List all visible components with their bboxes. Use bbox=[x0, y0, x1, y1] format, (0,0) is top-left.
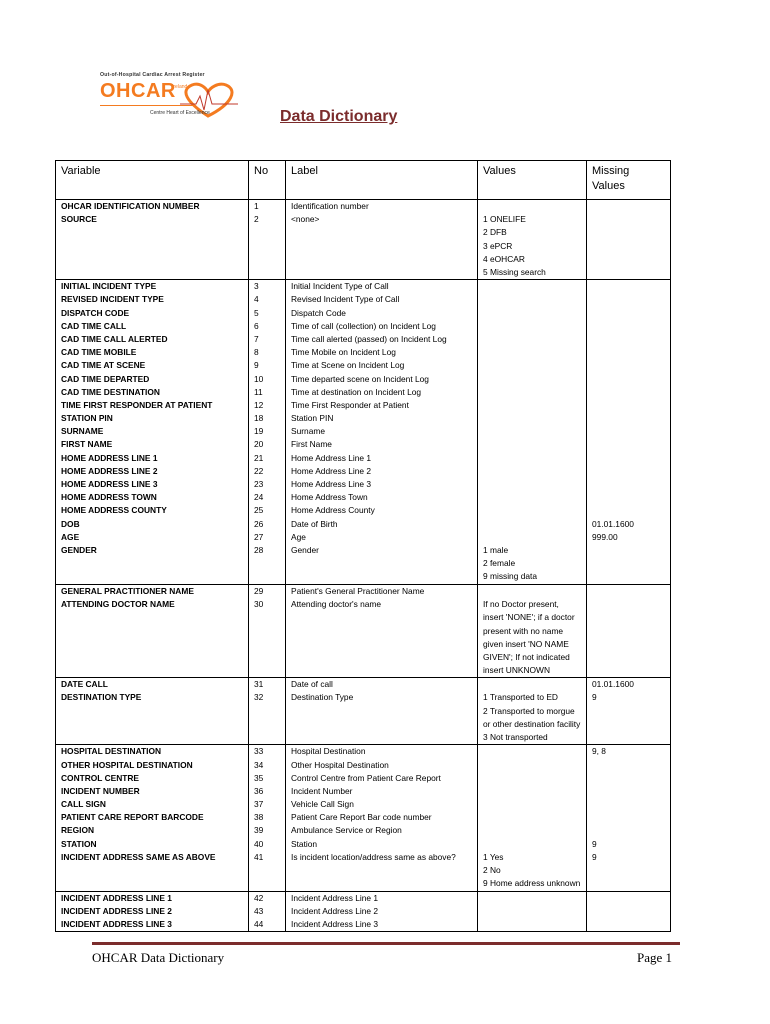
header-label: Label bbox=[286, 161, 478, 200]
missing-values-cell bbox=[587, 584, 671, 677]
values-line bbox=[483, 905, 581, 918]
label-line: Vehicle Call Sign bbox=[291, 799, 354, 810]
label-line: Other Hospital Destination bbox=[291, 759, 389, 770]
label-cell bbox=[286, 678, 478, 745]
label-line: Home Address Line 2 bbox=[291, 465, 372, 476]
missing-values-line bbox=[592, 504, 665, 517]
variable-line: CONTROL CENTRE bbox=[61, 772, 140, 783]
variable-cell bbox=[56, 678, 249, 745]
variable-line: REGION bbox=[61, 825, 95, 836]
label-line: Time at destination on Incident Log bbox=[291, 386, 422, 397]
number-cell bbox=[249, 200, 286, 280]
number-line: 23 bbox=[254, 479, 264, 489]
values-cell bbox=[478, 584, 587, 677]
missing-values-line bbox=[592, 320, 665, 333]
number-line: 37 bbox=[254, 799, 264, 810]
values-cell bbox=[478, 891, 587, 932]
variable-cell bbox=[56, 584, 249, 677]
variable-line: INCIDENT ADDRESS LINE 3 bbox=[61, 919, 172, 930]
missing-values-line bbox=[592, 544, 665, 584]
number-line: 19 bbox=[254, 426, 264, 437]
footer-title: OHCAR Data Dictionary bbox=[92, 950, 225, 965]
label-line: Time departed scene on Incident Log bbox=[291, 373, 429, 384]
variable-line: DISPATCH CODE bbox=[61, 307, 130, 318]
number-line: 30 bbox=[254, 599, 264, 610]
missing-values-line bbox=[592, 346, 665, 359]
ohcar-logo bbox=[98, 72, 243, 120]
label-line: Incident Number bbox=[291, 785, 353, 796]
label-line: Home Address Line 1 bbox=[291, 452, 372, 463]
number-line: 3 bbox=[254, 281, 259, 292]
values-line bbox=[483, 838, 581, 851]
label-cell bbox=[286, 584, 478, 677]
label-line: Incident Address Line 2 bbox=[291, 906, 379, 916]
variable-line: HOME ADDRESS COUNTY bbox=[61, 505, 167, 516]
missing-values-line bbox=[592, 412, 665, 425]
number-line: 40 bbox=[254, 838, 264, 849]
number-cell bbox=[249, 678, 286, 745]
variable-line: HOME ADDRESS LINE 1 bbox=[61, 452, 158, 463]
values-line bbox=[483, 373, 581, 386]
values-line bbox=[483, 759, 581, 772]
variable-line: FIRST NAME bbox=[61, 439, 113, 450]
label-line: Time First Responder at Patient bbox=[291, 399, 409, 410]
missing-values-line bbox=[592, 598, 665, 677]
number-line: 4 bbox=[254, 294, 259, 305]
values-line bbox=[483, 811, 581, 824]
variable-cell bbox=[56, 200, 249, 280]
variable-line: CAD TIME MOBILE bbox=[61, 347, 137, 358]
values-line bbox=[483, 307, 581, 320]
values-line bbox=[483, 745, 581, 758]
missing-values-line bbox=[592, 425, 665, 438]
values-line bbox=[483, 333, 581, 346]
variable-line: HOME ADDRESS LINE 3 bbox=[61, 479, 158, 489]
label-line: Station bbox=[291, 838, 318, 849]
header-no: No bbox=[249, 161, 286, 200]
values-line: 1 Yes 2 No 9 Home address unknown bbox=[483, 851, 581, 889]
variable-line: HOME ADDRESS LINE 2 bbox=[61, 465, 158, 476]
missing-values-line bbox=[592, 452, 665, 465]
values-line: If no Doctor present, insert 'NONE'; if a doctor present with no name given insert 'NO NAME GIVEN'; If not indicated insert UNKNOWN bbox=[483, 599, 575, 676]
missing-values-line: 01.01.1600 bbox=[592, 518, 634, 529]
missing-values-line bbox=[592, 785, 665, 798]
variable-cell bbox=[56, 280, 249, 585]
logo-brand-sup: Ireland bbox=[172, 84, 188, 90]
variable-line: STATION bbox=[61, 838, 97, 849]
values-line bbox=[483, 491, 581, 504]
values-line bbox=[483, 918, 581, 931]
number-line: 39 bbox=[254, 825, 264, 836]
label-line: Revised Incident Type of Call bbox=[291, 294, 400, 305]
variable-line: INCIDENT ADDRESS SAME AS ABOVE bbox=[61, 851, 216, 862]
number-line: 5 bbox=[254, 307, 259, 318]
number-line: 42 bbox=[254, 892, 264, 903]
missing-values-line bbox=[592, 359, 665, 372]
values-line bbox=[483, 399, 581, 412]
missing-values-line bbox=[592, 811, 665, 824]
variable-line: ATTENDING DOCTOR NAME bbox=[61, 599, 175, 610]
label-line: Control Centre from Patient Care Report bbox=[291, 772, 441, 783]
missing-values-line bbox=[592, 772, 665, 785]
number-line: 24 bbox=[254, 492, 264, 503]
number-line: 25 bbox=[254, 505, 264, 516]
missing-values-line bbox=[592, 386, 665, 399]
missing-values-line bbox=[592, 465, 665, 478]
missing-values-cell bbox=[587, 678, 671, 745]
label-line: Age bbox=[291, 531, 306, 542]
number-line: 8 bbox=[254, 347, 259, 358]
values-line bbox=[483, 518, 581, 531]
label-line: Is incident location/address same as above? bbox=[291, 851, 456, 862]
label-line: First Name bbox=[291, 439, 332, 450]
table-row bbox=[56, 280, 671, 585]
missing-values-line: 01.01.1600 bbox=[592, 679, 634, 690]
number-line: 11 bbox=[254, 386, 263, 397]
label-line: Patient Care Report Bar code number bbox=[291, 812, 432, 823]
page-title: Data Dictionary bbox=[280, 108, 398, 125]
values-line bbox=[483, 798, 581, 811]
values-line: 1 Transported to ED 2 Transported to morgue or other destination facility 3 Not transported bbox=[483, 692, 581, 742]
values-line bbox=[483, 531, 581, 544]
missing-values-line: 9 bbox=[592, 838, 597, 849]
missing-values-line bbox=[592, 759, 665, 772]
missing-values-line bbox=[592, 478, 665, 491]
label-line: Time call alerted (passed) on Incident Log bbox=[291, 333, 447, 344]
number-line: 1 bbox=[254, 201, 259, 211]
missing-values-line: 9, 8 bbox=[592, 746, 606, 757]
variable-line: HOME ADDRESS TOWN bbox=[61, 492, 157, 503]
table-body bbox=[56, 200, 671, 932]
missing-values-line bbox=[592, 293, 665, 306]
data-dictionary-table bbox=[55, 160, 671, 932]
values-line bbox=[483, 200, 581, 213]
label-cell bbox=[286, 200, 478, 280]
missing-values-line bbox=[592, 333, 665, 346]
values-line bbox=[483, 824, 581, 837]
variable-line: STATION PIN bbox=[61, 413, 113, 424]
missing-values-line bbox=[592, 491, 665, 504]
values-line: 1 male 2 female 9 missing data bbox=[483, 544, 537, 582]
missing-values-cell bbox=[587, 280, 671, 585]
variable-line: CAD TIME CALL bbox=[61, 320, 127, 331]
values-line bbox=[483, 320, 581, 333]
number-line: 35 bbox=[254, 772, 264, 783]
number-line: 9 bbox=[254, 360, 259, 371]
label-line: Date of Birth bbox=[291, 518, 338, 529]
number-line: 2 bbox=[254, 214, 259, 225]
missing-values-line bbox=[592, 438, 665, 451]
missing-values-line bbox=[592, 307, 665, 320]
number-line: 34 bbox=[254, 759, 264, 770]
variable-line: GENDER bbox=[61, 544, 97, 555]
missing-values-line: 9 bbox=[592, 692, 597, 703]
table-header-row bbox=[56, 161, 671, 200]
missing-values-line bbox=[592, 373, 665, 386]
variable-line: CAD TIME CALL ALERTED bbox=[61, 333, 168, 344]
values-cell bbox=[478, 745, 587, 892]
logo-brand: OHCAR bbox=[100, 80, 176, 102]
label-line: Time Mobile on Incident Log bbox=[291, 347, 396, 358]
number-line: 27 bbox=[254, 531, 264, 542]
table-row bbox=[56, 745, 671, 892]
number-cell bbox=[249, 745, 286, 892]
label-cell bbox=[286, 745, 478, 892]
missing-values-line bbox=[592, 798, 665, 811]
label-line: Time at Scene on Incident Log bbox=[291, 360, 405, 371]
values-cell bbox=[478, 200, 587, 280]
variable-line: HOSPITAL DESTINATION bbox=[61, 746, 162, 757]
number-line: 32 bbox=[254, 692, 264, 703]
variable-line: CALL SIGN bbox=[61, 799, 106, 810]
variable-cell bbox=[56, 745, 249, 892]
number-line: 18 bbox=[254, 413, 264, 424]
values-cell bbox=[478, 280, 587, 585]
number-cell bbox=[249, 584, 286, 677]
number-line: 41 bbox=[254, 851, 264, 862]
missing-values-line: 9 bbox=[592, 851, 597, 862]
number-cell bbox=[249, 280, 286, 585]
label-line: Time of call (collection) on Incident Log bbox=[291, 320, 436, 331]
label-line: Date of call bbox=[291, 679, 333, 690]
variable-line: CAD TIME DEPARTED bbox=[61, 373, 150, 384]
number-line: 28 bbox=[254, 544, 264, 555]
missing-values-line bbox=[592, 905, 665, 918]
variable-line: DOB bbox=[61, 518, 80, 529]
logo-tagline: Out-of-Hospital Cardiac Arrest Register bbox=[100, 72, 205, 78]
number-line: 10 bbox=[254, 373, 264, 384]
values-line bbox=[483, 892, 581, 905]
variable-line: CAD TIME AT SCENE bbox=[61, 360, 146, 371]
missing-values-line bbox=[592, 280, 665, 293]
number-cell bbox=[249, 891, 286, 932]
variable-line: INCIDENT NUMBER bbox=[61, 785, 140, 796]
values-line bbox=[483, 346, 581, 359]
label-line: <none> bbox=[291, 214, 320, 225]
missing-values-cell bbox=[587, 891, 671, 932]
logo-divider bbox=[100, 105, 196, 106]
number-line: 36 bbox=[254, 785, 264, 796]
label-line: Destination Type bbox=[291, 692, 354, 703]
label-line: Home Address Line 3 bbox=[291, 479, 372, 489]
values-line bbox=[483, 678, 581, 691]
number-line: 29 bbox=[254, 585, 264, 596]
missing-values-line bbox=[592, 824, 665, 837]
number-line: 38 bbox=[254, 812, 264, 823]
number-line: 20 bbox=[254, 439, 264, 450]
variable-line: TIME FIRST RESPONDER AT PATIENT bbox=[61, 399, 213, 410]
label-line: Incident Address Line 1 bbox=[291, 892, 379, 903]
header-missing-values: Missing Values bbox=[587, 161, 671, 200]
number-line: 21 bbox=[254, 452, 264, 463]
label-cell bbox=[286, 280, 478, 585]
label-line: Dispatch Code bbox=[291, 307, 346, 318]
number-line: 22 bbox=[254, 465, 264, 476]
missing-values-line bbox=[592, 892, 665, 905]
variable-cell bbox=[56, 891, 249, 932]
values-line bbox=[483, 386, 581, 399]
table-row bbox=[56, 891, 671, 932]
label-line: Attending doctor's name bbox=[291, 599, 382, 610]
label-line: Surname bbox=[291, 426, 325, 437]
missing-values-line bbox=[592, 213, 665, 279]
header-values: Values bbox=[478, 161, 587, 200]
variable-line: SURNAME bbox=[61, 426, 104, 437]
values-line bbox=[483, 412, 581, 425]
variable-line: PATIENT CARE REPORT BARCODE bbox=[61, 812, 204, 823]
label-line: Initial Incident Type of Call bbox=[291, 281, 389, 292]
logo-subtitle: Centre Heart of Excellence bbox=[150, 110, 210, 116]
number-line: 7 bbox=[254, 333, 259, 344]
missing-values-line bbox=[592, 399, 665, 412]
missing-values-line bbox=[592, 200, 665, 213]
missing-values-line: 999.00 bbox=[592, 531, 618, 542]
values-line bbox=[483, 452, 581, 465]
values-line bbox=[483, 293, 581, 306]
variable-line: CAD TIME DESTINATION bbox=[61, 386, 160, 397]
label-line: Ambulance Service or Region bbox=[291, 825, 402, 836]
values-line bbox=[483, 785, 581, 798]
variable-line: DESTINATION TYPE bbox=[61, 692, 142, 703]
page-number: Page 1 bbox=[637, 950, 673, 965]
number-line: 31 bbox=[254, 679, 264, 690]
label-cell bbox=[286, 891, 478, 932]
values-cell bbox=[478, 678, 587, 745]
variable-line: GENERAL PRACTITIONER NAME bbox=[61, 585, 194, 596]
label-line: Identification number bbox=[291, 201, 369, 211]
table-row bbox=[56, 678, 671, 745]
missing-values-line bbox=[592, 918, 665, 931]
variable-line: INCIDENT ADDRESS LINE 2 bbox=[61, 906, 172, 916]
label-line: Patient's General Practitioner Name bbox=[291, 585, 425, 596]
label-line: Home Address County bbox=[291, 505, 375, 516]
label-line: Hospital Destination bbox=[291, 746, 366, 757]
number-line: 33 bbox=[254, 746, 264, 757]
values-line bbox=[483, 504, 581, 517]
number-line: 6 bbox=[254, 320, 259, 331]
missing-values-line bbox=[592, 585, 665, 598]
variable-line: INITIAL INCIDENT TYPE bbox=[61, 281, 157, 292]
table-row bbox=[56, 584, 671, 677]
table-row bbox=[56, 200, 671, 280]
values-line: 1 ONELIFE 2 DFB 3 ePCR 4 eOHCAR 5 Missing search bbox=[483, 214, 546, 277]
values-line bbox=[483, 359, 581, 372]
variable-line: DATE CALL bbox=[61, 679, 108, 690]
values-line bbox=[483, 478, 581, 491]
label-line: Gender bbox=[291, 544, 319, 555]
variable-line: OHCAR IDENTIFICATION NUMBER bbox=[61, 201, 200, 211]
label-line: Incident Address Line 3 bbox=[291, 919, 379, 930]
missing-values-cell bbox=[587, 745, 671, 892]
number-line: 44 bbox=[254, 919, 264, 930]
variable-line: AGE bbox=[61, 531, 80, 542]
number-line: 12 bbox=[254, 399, 264, 410]
variable-line: INCIDENT ADDRESS LINE 1 bbox=[61, 892, 172, 903]
label-line: Home Address Town bbox=[291, 492, 368, 503]
values-line bbox=[483, 585, 581, 598]
values-line bbox=[483, 425, 581, 438]
values-line bbox=[483, 438, 581, 451]
values-line bbox=[483, 465, 581, 478]
number-line: 26 bbox=[254, 518, 264, 529]
variable-line: REVISED INCIDENT TYPE bbox=[61, 294, 164, 305]
number-line: 43 bbox=[254, 906, 264, 916]
variable-line: OTHER HOSPITAL DESTINATION bbox=[61, 759, 193, 770]
missing-values-cell bbox=[587, 200, 671, 280]
values-line bbox=[483, 280, 581, 293]
label-line: Station PIN bbox=[291, 413, 334, 424]
variable-line: SOURCE bbox=[61, 214, 97, 225]
footer-divider bbox=[92, 942, 680, 945]
header-variable: Variable bbox=[56, 161, 249, 200]
values-line bbox=[483, 772, 581, 785]
